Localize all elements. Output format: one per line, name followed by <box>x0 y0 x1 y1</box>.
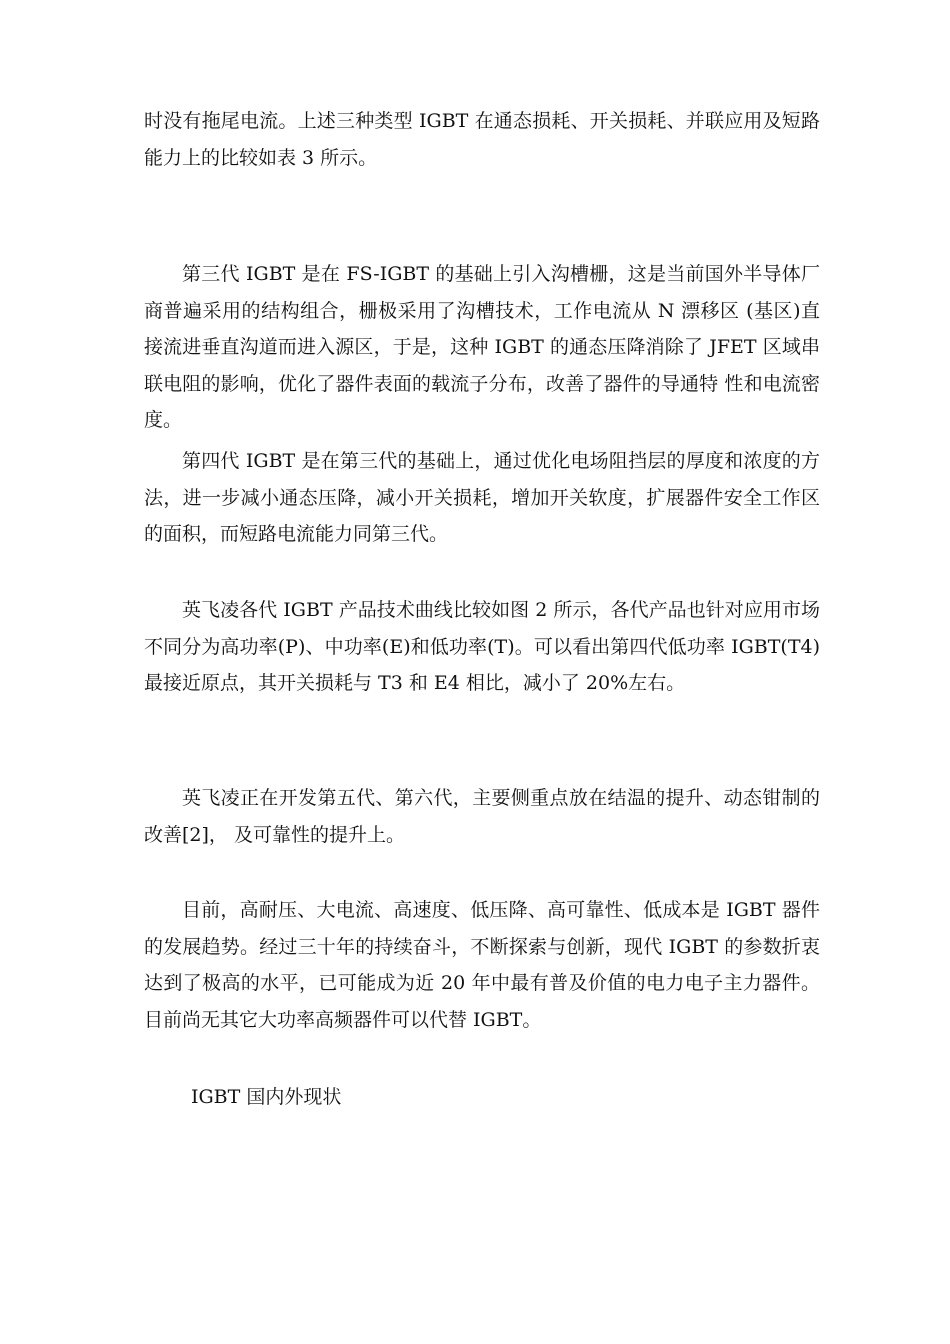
paragraph-third-generation: 第三代 IGBT 是在 FS-IGBT 的基础上引入沟槽栅，这是当前国外半导体厂商普遍采用的结构组合，栅极采用了沟槽技术，工作电流从 N 漂移区 (基区)直接流进垂直沟道而进入源区，于是，这种 IGBT 的通态压降消除了 JFET 区域串联电阻的影响，优化了器件表面的载流子分布，改善了器件的导通特 性和电流密度。 <box>144 263 820 431</box>
paragraph-development-trend: 目前，高耐压、大电流、高速度、低压降、高可靠性、低成本是 IGBT 器件的发展趋势。经过三十年的持续奋斗，不断探索与创新，现代 IGBT 的参数折衷达到了极高的水平，已可能成为近 20 年中最有普及价值的电力电子主力器件。目前尚无其它大功率高频器件可以代替 IGBT。 <box>144 899 820 1031</box>
paragraph-tail-current: 时没有拖尾电流。上述三种类型 IGBT 在通态损耗、开关损耗、并联应用及短路能力上的比较如表 3 所示。 <box>144 110 820 169</box>
section-heading: IGBT 国内外现状 <box>191 1086 342 1108</box>
paragraph-fifth-sixth-generation: 英飞凌正在开发第五代、第六代，主要侧重点放在结温的提升、动态钳制的改善[2]， 及可靠性的提升上。 <box>144 787 820 846</box>
paragraph-fourth-generation: 第四代 IGBT 是在第三代的基础上，通过优化电场阻挡层的厚度和浓度的方法，进一步减小通态压降，减小开关损耗，增加开关软度，扩展器件安全工作区的面积，而短路电流能力同第三代。 <box>144 450 820 545</box>
paragraph-infineon-curves: 英飞凌各代 IGBT 产品技术曲线比较如图 2 所示，各代产品也针对应用市场不同分为高功率(P)、中功率(E)和低功率(T)。可以看出第四代低功率 IGBT(T4)最接近原点，其开关损耗与 T3 和 E4 相比，减小了 20%左右。 <box>144 599 820 694</box>
